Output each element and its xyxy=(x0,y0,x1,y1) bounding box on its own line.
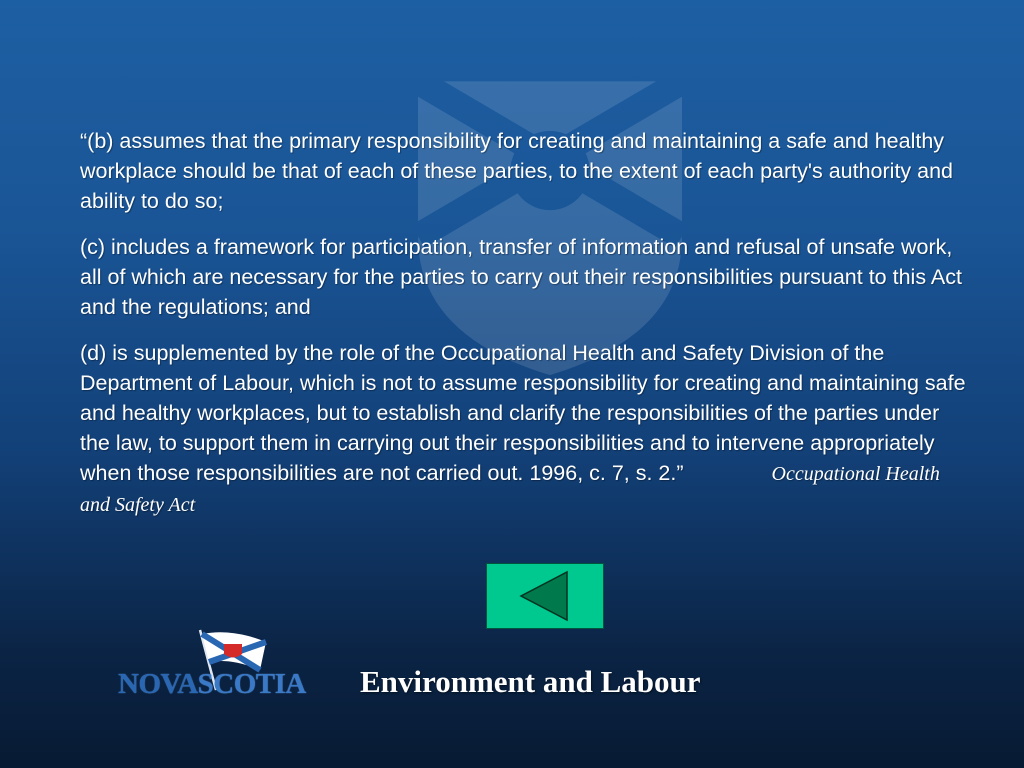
left-triangle-icon xyxy=(517,568,573,624)
paragraph-d xyxy=(80,338,970,520)
department-title: Environment and Labour xyxy=(360,664,701,699)
nova-scotia-logo xyxy=(118,668,306,701)
logo-nova: NOVA xyxy=(118,668,198,700)
act-citation: Occupational Health and Safety Act xyxy=(80,463,940,516)
back-button[interactable] xyxy=(486,563,604,629)
footer-branding xyxy=(118,628,768,708)
paragraph-b: “(b) assumes that the primary responsibility for creating and maintaining a safe and healthy workplace should be that of each of these parties, to the extent of each party's authority and ability to do so; xyxy=(80,129,954,213)
paragraph-c: (c) includes a framework for participation, transfer of information and refusal of unsafe work, all of which are necessary for the parties to carry out their responsibilities pursuant to this Act and the regulations; and xyxy=(80,235,962,319)
logo-scotia: SCOTIA xyxy=(197,668,306,700)
act-excerpt xyxy=(80,126,970,536)
paragraph-d-text: (d) is supplemented by the role of the Occupational Health and Safety Division of the Department of Labour, which is not to assume responsibility for creating and maintaining safe and healthy workplaces, but to establish and clarify the responsibilities of the parties under the law, to support them in carrying out their responsibilities and to intervene appropriately when those responsibilities are not carried out. 1996, c. 7, s. 2.” xyxy=(80,341,966,485)
